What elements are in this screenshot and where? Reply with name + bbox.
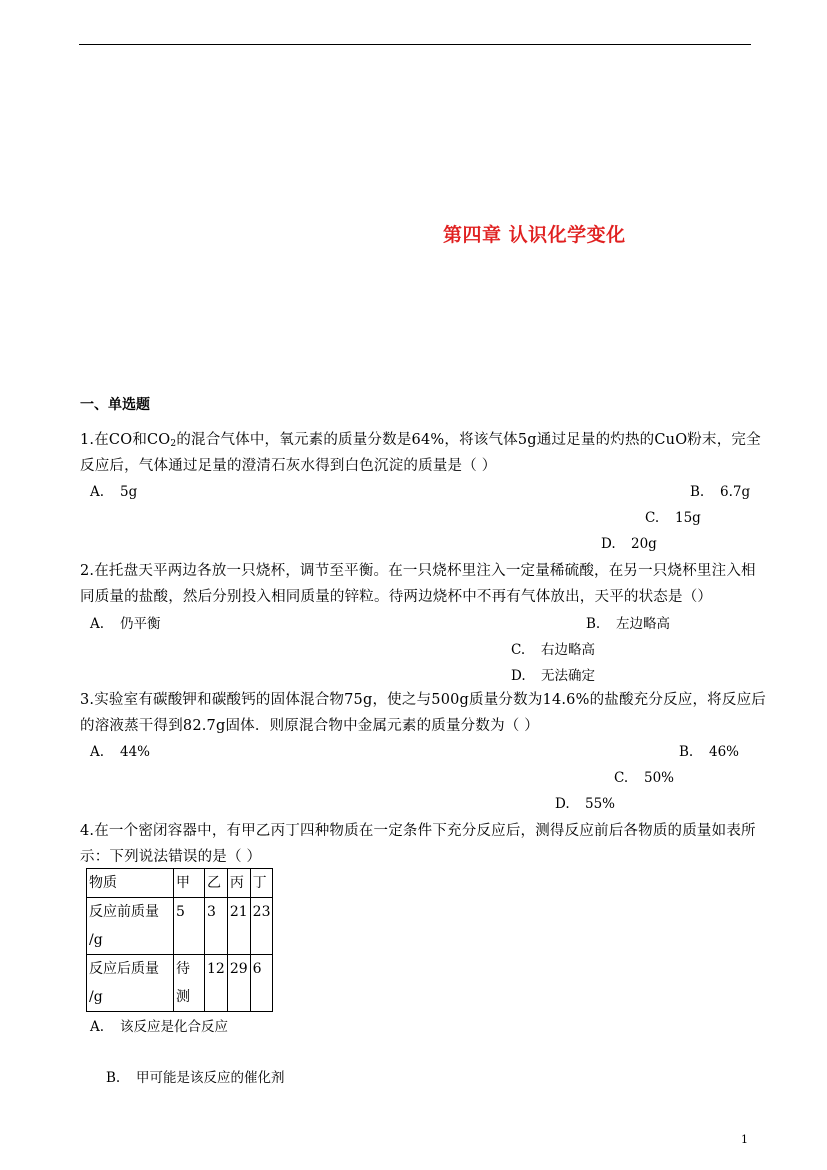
question-3-option-b[interactable]: B. 46% bbox=[679, 744, 740, 760]
question-2-option-c[interactable]: C. 右边略高 bbox=[511, 642, 595, 658]
section-title: 一、单选题 bbox=[80, 397, 150, 413]
table-header-cell: 乙 bbox=[205, 869, 228, 898]
table-header-cell: 丙 bbox=[227, 869, 250, 898]
question-1-line-1 bbox=[80, 428, 761, 449]
question-4-option-b[interactable]: B. 甲可能是该反应的催化剂 bbox=[106, 1070, 285, 1086]
mass-table bbox=[86, 868, 273, 1012]
question-1-option-b[interactable]: B. 6.7g bbox=[690, 484, 751, 500]
question-1-subscript: 2 bbox=[170, 439, 177, 449]
table-cell: 21 bbox=[227, 898, 250, 955]
table-header-cell: 丁 bbox=[250, 869, 273, 898]
table-header-row bbox=[87, 869, 273, 898]
table-cell: 29 bbox=[227, 955, 250, 1012]
header-rule bbox=[79, 44, 751, 45]
chapter-title: 第四章 认识化学变化 bbox=[443, 224, 626, 246]
table-cell: 待测 bbox=[174, 955, 205, 1012]
question-3-line-2: 的溶液蒸干得到82.7g固体．则原混合物中金属元素的质量分数为（ ） bbox=[80, 718, 539, 734]
table-header-cell: 甲 bbox=[174, 869, 205, 898]
question-1-line-2: 反应后，气体通过足量的澄清石灰水得到白色沉淀的质量是（ ） bbox=[80, 458, 497, 474]
question-3-line-1: 3.实验室有碳酸钾和碳酸钙的固体混合物75g，使之与500g质量分数为14.6%的盐酸充分反应，将反应后 bbox=[80, 692, 766, 708]
table-header-cell: 物质 bbox=[87, 869, 174, 898]
question-4-option-a[interactable]: A. 该反应是化合反应 bbox=[90, 1019, 228, 1035]
question-2-option-b[interactable]: B. 左边略高 bbox=[586, 616, 670, 632]
question-2-line-1: 2.在托盘天平两边各放一只烧杯，调节至平衡。在一只烧杯里注入一定量稀硫酸，在另一只烧杯里注入相 bbox=[80, 563, 756, 579]
table-row-label: 反应前质量 /g bbox=[87, 898, 174, 955]
question-2-line-2: 同质量的盐酸，然后分别投入相同质量的锌粒。待两边烧杯中不再有气体放出，天平的状态是（） bbox=[80, 589, 713, 605]
question-1-text-b: 的混合气体中，氧元素的质量分数是64%，将该气体5g通过足量的灼热的CuO粉末，完全 bbox=[176, 432, 761, 448]
question-1-option-d[interactable]: D. 20g bbox=[601, 536, 657, 552]
table-cell: 6 bbox=[250, 955, 273, 1012]
table-cell: 23 bbox=[250, 898, 273, 955]
question-3-option-d[interactable]: D. 55% bbox=[555, 796, 616, 812]
table-cell: 3 bbox=[205, 898, 228, 955]
table-row-label: 反应后质量 /g bbox=[87, 955, 174, 1012]
question-2-option-a[interactable]: A. 仍平衡 bbox=[90, 616, 161, 632]
page-number: 1 bbox=[741, 1133, 748, 1146]
question-3-option-a[interactable]: A. 44% bbox=[90, 744, 151, 760]
question-2-option-d[interactable]: D. 无法确定 bbox=[511, 668, 595, 684]
table-cell: 12 bbox=[205, 955, 228, 1012]
question-1-text-a: 1.在CO和CO bbox=[80, 432, 171, 448]
table-cell: 5 bbox=[174, 898, 205, 955]
table-row bbox=[87, 955, 273, 1012]
question-3-option-c[interactable]: C. 50% bbox=[614, 770, 675, 786]
question-1-option-a[interactable]: A. 5g bbox=[90, 484, 138, 500]
question-4-line-1: 4.在一个密闭容器中，有甲乙丙丁四种物质在一定条件下充分反应后，测得反应前后各物质的质量如表所 bbox=[80, 823, 756, 839]
question-4-line-2: 示：下列说法错误的是（ ） bbox=[80, 849, 262, 865]
table-row bbox=[87, 898, 273, 955]
question-1-option-c[interactable]: C. 15g bbox=[645, 510, 701, 526]
